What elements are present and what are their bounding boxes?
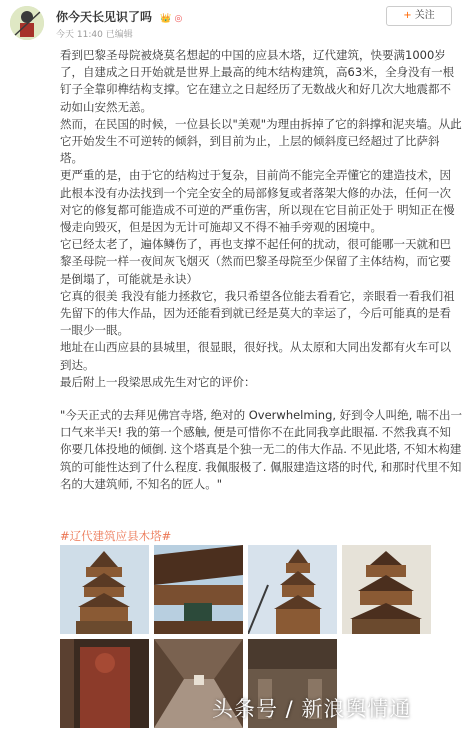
author-name[interactable]	[56, 8, 182, 25]
paragraph: 看到巴黎圣母院被烧莫名想起的中国的应县木塔，辽代建筑，快要满1000岁了，自建成之日开始就是世界上最高的纯木结构建筑，高63米，全身没有一根钉子全靠卯榫结构支撑。它在建立之日起经历了无数战火和好几次大地震都不动如山安然无恙。	[60, 48, 455, 114]
paragraph: 然而，在民国的时候，一位县长以"美观"为理由拆掉了它的斜撑和泥夹墙。从此它开始发生不可逆转的倾斜，到目前为止，上层的倾斜度已经超过了比萨斜塔。	[60, 116, 462, 166]
post-meta	[56, 27, 133, 40]
avatar[interactable]	[10, 6, 44, 40]
photo-thumbnail[interactable]	[60, 639, 149, 728]
post-header	[0, 0, 474, 44]
post-edited: 已编辑	[105, 30, 133, 40]
photo-thumbnail[interactable]	[60, 545, 149, 634]
paragraph: 最后附上一段梁思成先生对它的评价：	[60, 374, 256, 389]
photo-thumbnail[interactable]	[248, 545, 337, 634]
plus-icon: +	[403, 10, 412, 21]
follow-label: 关注	[414, 10, 435, 21]
follow-button[interactable]	[386, 6, 452, 26]
post-time: 今天 11:40	[56, 30, 103, 40]
paragraph: 它真的很美 我没有能力拯救它，我只希望各位能去看看它，亲眼看一看我们祖先留下的伟大作品，因为还能看到就已经是莫大的幸运了，今后可能真的是看一眼少一眼。	[60, 288, 455, 338]
watermark: 头条号 / 新浪舆情通	[212, 697, 412, 721]
paragraph: 更严重的是，由于它的结构过于复杂，目前尚不能完全弄懂它的建造技术，因此根本没有办法找到一个完全安全的局部修复或者落架大修的办法，任何一次对它的修复都可能造成不可逆的严重伤害，所以现在它目前正处于 明知正在慢慢走向毁灭，但是因为无计可施却又不得不袖手旁观的困境中。	[60, 168, 455, 235]
post-body	[60, 47, 462, 493]
paragraph: 它已经太老了，遍体鳞伤了，再也支撑不起任何的扰动，很可能哪一天就和巴黎圣母院一样一夜间灰飞烟灭（然而巴黎圣母院至少保留了主体结构，而它要是倒塌了，可能就是永诀）	[60, 237, 451, 286]
paragraph: 地址在山西应县的县城里，很显眼，很好找。从太原和大同出发都有火车可以到达。	[60, 340, 451, 372]
photo-thumbnail[interactable]	[342, 545, 431, 634]
hashtag-link[interactable]: #辽代建筑应县木塔#	[60, 529, 172, 543]
photo-thumbnail[interactable]	[154, 545, 243, 634]
quote-paragraph: "今天正式的去拜见佛宫寺塔, 绝对的 Overwhelming, 好到令人叫绝, 喘不出一口气来半天! 我的第一个感触, 便是可惜你不在此同我享此眼福. 不然我真不知你要几体投地的倾倒. 这个塔真是个独一无二的伟大作品. 不见此塔, 不知木构建筑的可能性达到了什么程度. 我佩服极了. 佩服建造这塔的时代, 和那时代里不知名的大建筑师, 不知名的匠人。"	[60, 408, 462, 491]
author-label[interactable]: 你今天长见识了吗	[56, 10, 153, 24]
vip-badge-icon: 👑 ◎	[160, 14, 183, 24]
